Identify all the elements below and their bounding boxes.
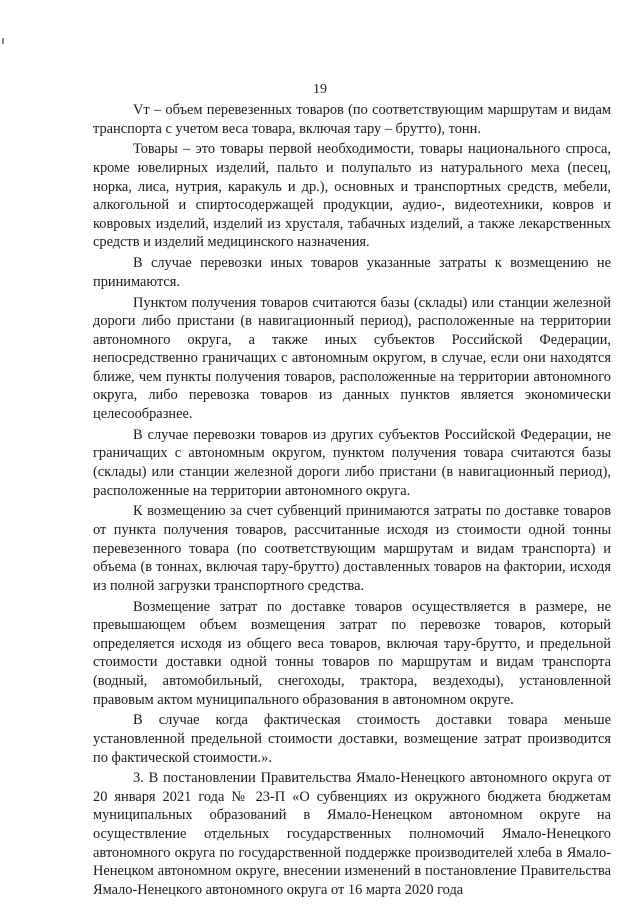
page-number: 19: [313, 82, 327, 97]
paragraph-definition-vt: Vт – объем перевезенных товаров (по соответствующим маршрутам и видам транспорта с учетом веса товара, включая тару – брутто), тонн.: [93, 102, 611, 137]
paragraph-other-goods: В случае перевозки иных товаров указанные затраты к возмещению не принимаются.: [93, 255, 611, 290]
scan-edge-mark: [2, 38, 4, 44]
paragraph-compensation-limit: Возмещение затрат по доставке товаров осуществляется в размере, не превышающем объем возмещения затрат по перевозке товаров, который определяется исходя из общего веса товаров, включая тару-брутто, и предельной стоимости доставки одной тонны товаров по маршрутам и видам транспорта (водный, автомобильный, снегоходы, трактора, вездеходы), установленной правовым актом муниципального образования в автономном округе.: [93, 598, 611, 708]
paragraph-other-regions: В случае перевозки товаров из других субъектов Российской Федерации, не граничащих с автономным округом, пунктом получения товара считаются базы (склады) или станции железной дороги либо пристани (в навигационный период), расположенные на территории автономного округа.: [93, 426, 611, 499]
paragraph-receiving-point: Пунктом получения товаров считаются базы (склады) или станции железной дороги либо пристани (в навигационный период), расположенные на территории автономного округа, а также иных субъектов Российской Федерации, непосредственно граничащих с автономным округом, в случае, если они находятся ближе, чем пункты получения товаров, расположенные на территории автономного округа, либо перевозка товаров из данных пунктов является экономически целесообразнее.: [93, 294, 611, 423]
paragraph-resolution-amendment: 3. В постановлении Правительства Ямало-Ненецкого автономного округа от 20 января 2021 года № 23-П «О субвенциях из окружного бюджета бюджетам муниципальных образований в Ямало-Ненецком автономном округе на осуществление отдельных государственных полномочий Ямало-Ненецкого автономного округа по государственной поддержке производителей хлеба в Ямало-Ненецком автономном округе, внесении изменений в постановление Правительства Ямало-Ненецкого автономного округа от 16 марта 2020 года: [93, 770, 611, 898]
document-body: [93, 101, 611, 902]
paragraph-compensation-basis: К возмещению за счет субвенций принимаются затраты по доставке товаров от пункта получения товаров, рассчитанные исходя из стоимости одной тонны перевезенного товара (по соответствующим маршрутам и видам транспорта) и объема (в тоннах, включая тару-брутто) доставленных товаров на фактории, исходя из полной загрузки транспортного средства.: [93, 503, 611, 594]
paragraph-goods-definition: Товары – это товары первой необходимости, товары национального спроса, кроме ювелирных изделий, пальто и полупальто из натурального меха (песец, норка, лиса, нутрия, каракуль и др.), основных и транспортных средств, мебели, алкогольной и спиртосодержащей продукции, аудио-, видеотехники, ковров и ковровых изделий, изделий из хрусталя, табачных изделий, а также лекарственных средств и изделий медицинского назначения.: [93, 141, 611, 251]
paragraph-actual-cost: В случае когда фактическая стоимость доставки товара меньше установленной предельной стоимости доставки, возмещение затрат производится по фактической стоимости.».: [93, 712, 611, 766]
